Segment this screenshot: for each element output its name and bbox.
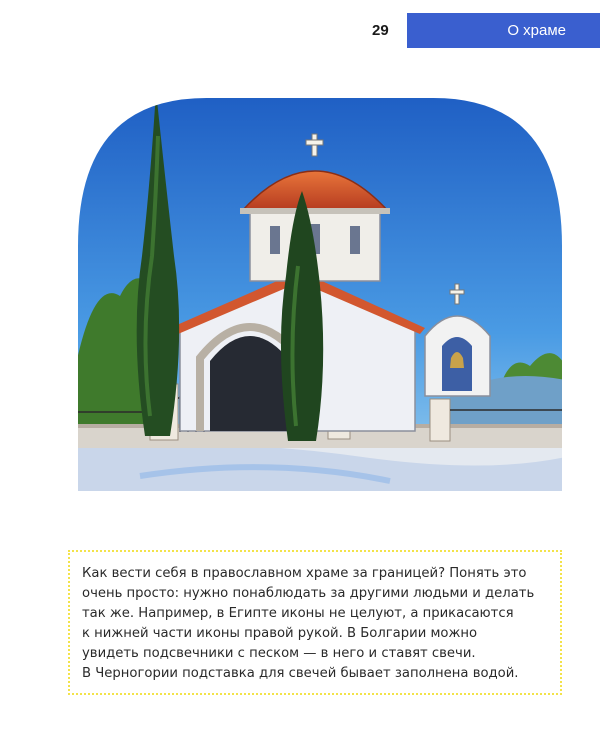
info-line: В Черногории подставка для свечей бывает заполнена водой. [82,666,519,681]
church-entrance [210,336,290,431]
info-box [68,550,562,695]
info-line: Как вести себя в православном храме за границей? Понять это [82,566,527,581]
info-line: так же. Например, в Египте иконы не целуют, а прикасаются [82,606,514,621]
page-number: 29 [372,22,389,39]
section-tab [407,13,600,48]
info-line: очень просто: нужно понаблюдать за другими людьми и делать [82,586,535,601]
info-line: увидеть подсвечники с песком — в него и ставят свечи. [82,646,476,661]
church-illustration [70,96,570,491]
info-line: к нижней части иконы правой рукой. В Болгарии можно [82,626,478,641]
info-text [82,564,550,684]
section-title: О храме [507,22,566,39]
